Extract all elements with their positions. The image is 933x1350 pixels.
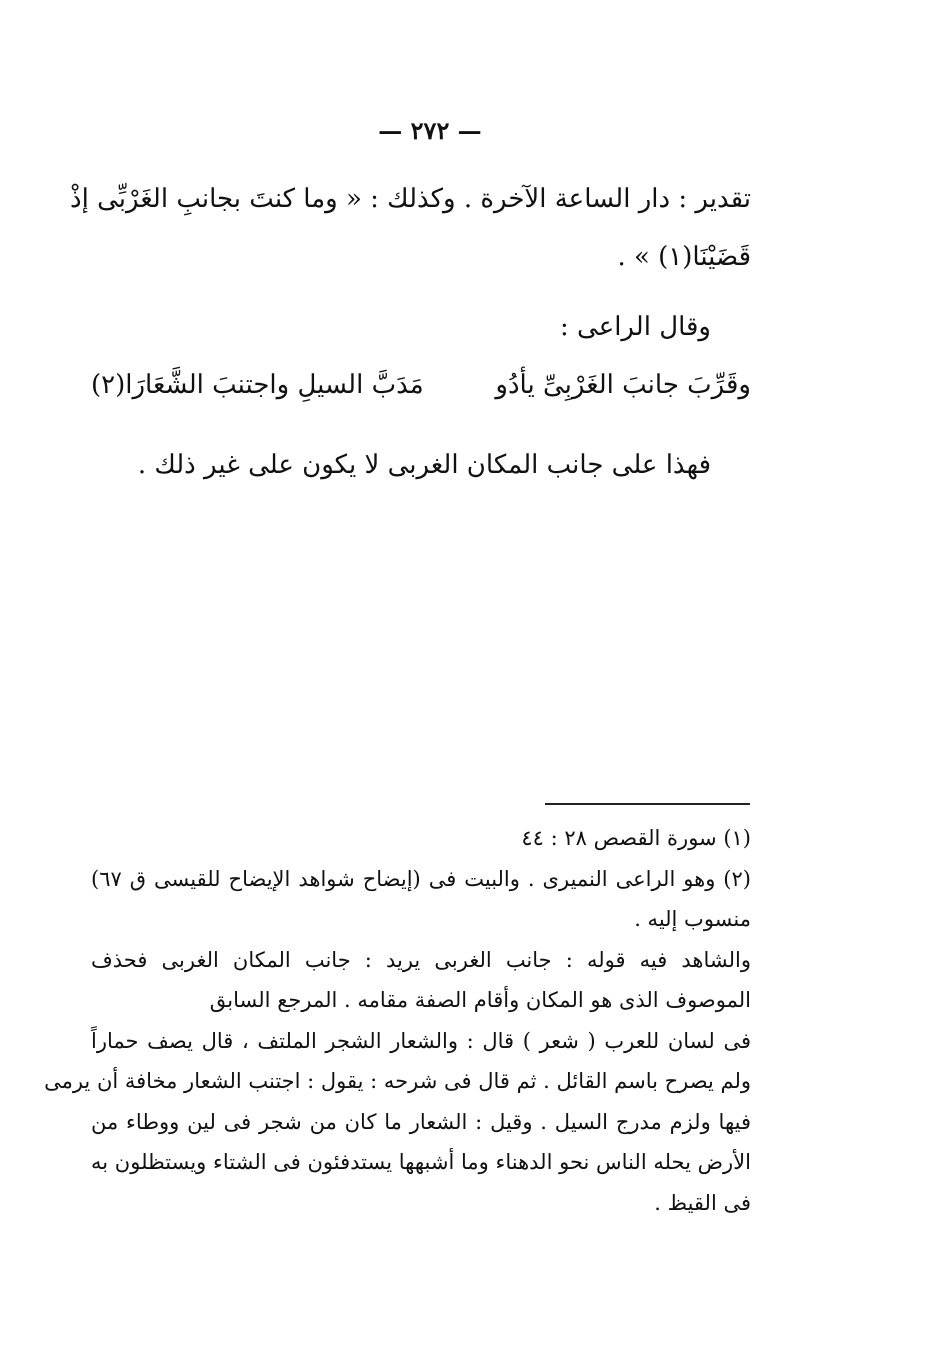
body-line-3: وقال الراعى : [560, 312, 711, 342]
footnote-2-line-4: الموصوف الذى هو المكان وأقام الصفة مقامه . المرجع السابق [209, 988, 751, 1012]
footnote-2-line-1: (٢) وهو الراعى النميرى . والبيت فى (إيضاح شواهد الإيضاح للقيسى ق ٦٧) [91, 866, 751, 891]
poetry-verse [91, 358, 751, 412]
footnote-2-line-5: فى لسان للعرب ( شعر ) قال : والشعار الشجر الملتف ، قال يصف حماراً [91, 1028, 751, 1053]
footnote-2-line-3: والشاهد فيه قوله : جانب الغربى يريد : جانب المكان الغربى فحذف [91, 947, 751, 972]
footnote-1: (١) سورة القصص ٢٨ : ٤٤ [521, 826, 751, 850]
footnotes [44, 818, 751, 1223]
footnote-2-line-6: ولم يصرح باسم القائل . ثم قال فى شرحه : يقول : اجتنب الشعار مخافة أن يرمى [44, 1069, 751, 1093]
body-line-2: قَضَيْنَا(١) » . [617, 242, 751, 272]
page-number: — ٢٧٢ — [378, 116, 482, 145]
footnote-2-line-2: منسوب إليه . [634, 907, 751, 931]
verse-first-hemistich: وقَرِّبَ جانبَ الغَرْبِىِّ يأدُو [495, 370, 751, 400]
footnote-2-line-7: فيها ولزم مدرج السيل . وقيل : الشعار ما كان من شجر فى لين ووطاء من [91, 1109, 751, 1134]
body-line-5: فهذا على جانب المكان الغربى لا يكون على غير ذلك . [137, 450, 711, 480]
body-line-1: تقدير : دار الساعة الآخرة . وكذلك : « وما كنتَ بجانبِ الغَرْبِّى إذْ [70, 184, 751, 214]
footnote-separator [545, 803, 750, 805]
footnote-2-line-8: الأرض يحله الناس نحو الدهناء وما أشبهها يستدفئون فى الشتاء ويستظلون به [91, 1150, 751, 1174]
verse-second-hemistich: مَدَبَّ السيلِ واجتنبَ الشَّعَارَا(٢) [91, 370, 424, 400]
footnote-2-line-9: فى القيظ . [654, 1190, 751, 1215]
